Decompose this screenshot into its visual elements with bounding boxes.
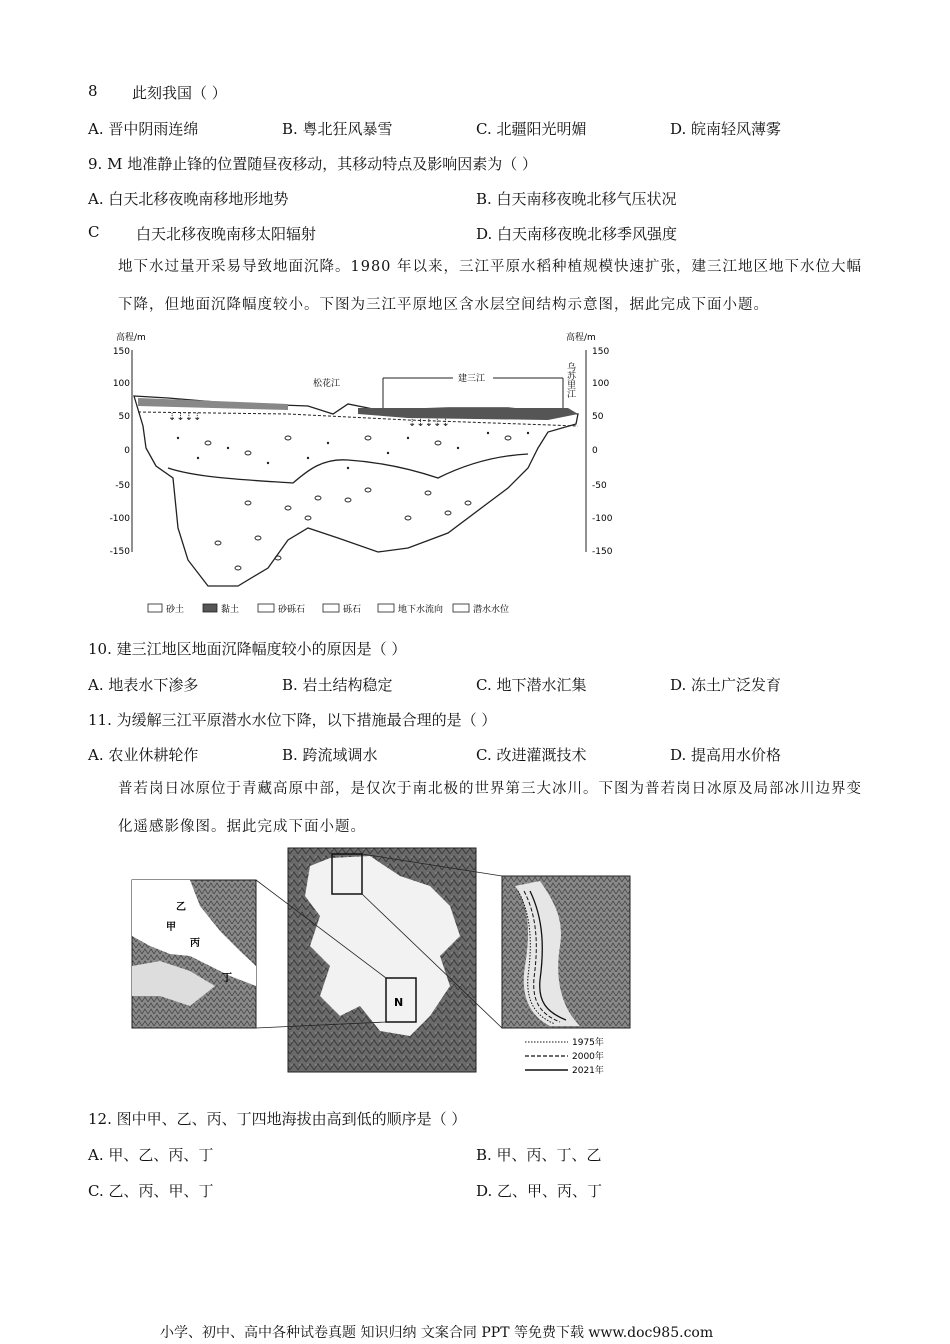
label-jiansanjiang: 建三江 [458, 374, 486, 384]
label-songhua-river: 松花江 [313, 379, 341, 389]
right-tick-0: 0 [592, 446, 598, 456]
legend-gravel: 砾石 [343, 605, 362, 615]
left-tick-neg150: -150 [109, 547, 130, 557]
legend-clay: 黏土 [221, 605, 240, 615]
legend-2000: 2000年 [572, 1052, 604, 1062]
q8-option-d: D. 皖南轻风薄雾 [670, 120, 782, 138]
q9-stem: 9. M 地准静止锋的位置随昼夜移动，其移动特点及影响因素为（ ） [88, 155, 537, 173]
q9-option-c-letter: C [88, 223, 100, 241]
svg-text:⇣⇣⇣⇣: ⇣⇣⇣⇣ [168, 412, 202, 423]
page-footer: 小学、初中、高中各种试卷真题 知识归纳 文案合同 PPT 等免费下载 www.doc985.com [160, 1325, 714, 1341]
right-tick-neg100: -100 [592, 514, 613, 524]
q12-stem: 12. 图中甲、乙、丙、丁四地海拔由高到低的顺序是（ ） [88, 1110, 467, 1128]
right-tick-150: 150 [592, 347, 610, 357]
passage-glacier: 普若岗日冰原位于青藏高原中部，是仅次于南北极的世界第三大冰川。下图为普若岗日冰原及局部冰川边界变化遥感影像图。据此完成下面小题。 [118, 781, 862, 835]
q10-stem: 10. 建三江地区地面沉降幅度较小的原因是（ ） [88, 640, 407, 658]
legend-groundwater-flow: 地下水流向 [398, 605, 444, 615]
left-tick-neg50: -50 [115, 481, 130, 491]
legend-sandy-gravel: 砂砾石 [278, 605, 306, 615]
q8-option-b: B. 粤北狂风暴雪 [282, 120, 393, 138]
passage-groundwater: 地下水过量开采易导致地面沉降。1980 年以来，三江平原水稻种植规模快速扩张，建三江地区地下水位大幅下降，但地面沉降幅度较小。下图为三江平原地区含水层空间结构示意图，据此完成下面小题。 [118, 259, 863, 313]
label-wusuli-river: 乌苏里江 [565, 362, 575, 398]
q8-option-c: C. 北疆阳光明媚 [476, 120, 587, 138]
label-ding: 丁 [222, 973, 232, 984]
q11-option-d: D. 提高用水价格 [670, 746, 782, 764]
q9-option-d: D. 白天南移夜晚北移季风强度 [476, 225, 678, 243]
q10-option-d: D. 冻土广泛发育 [670, 676, 782, 694]
right-tick-neg150: -150 [592, 547, 613, 557]
q11-stem: 11. 为缓解三江平原潜水水位下降，以下措施最合理的是（ ） [88, 711, 497, 729]
left-tick-neg100: -100 [109, 514, 130, 524]
north-arrow: N [394, 996, 404, 1009]
legend-2021: 2021年 [572, 1066, 604, 1076]
left-axis-title: 高程/m [116, 333, 146, 343]
q8-stem: 此刻我国（ ） [132, 84, 227, 102]
right-tick-100: 100 [592, 379, 610, 389]
svg-text:⇣⇣⇣⇣⇣: ⇣⇣⇣⇣⇣ [408, 418, 450, 429]
q8-option-a: A. 晋中阴雨连绵 [88, 120, 199, 138]
right-axis-title: 高程/m [566, 333, 596, 343]
left-tick-100: 100 [112, 379, 130, 389]
q11-option-b: B. 跨流域调水 [282, 746, 378, 764]
left-tick-0: 0 [124, 446, 130, 456]
label-jia: 甲 [166, 922, 176, 933]
q9-option-c-text: 白天北移夜晚南移太阳辐射 [136, 225, 317, 243]
label-yi: 乙 [176, 902, 186, 913]
q12-option-b: B. 甲、丙、丁、乙 [476, 1146, 602, 1164]
q11-option-a: A. 农业休耕轮作 [88, 746, 199, 764]
left-tick-50: 50 [118, 412, 130, 422]
q8-number: 8 [88, 82, 98, 100]
q11-option-c: C. 改进灌溉技术 [476, 746, 587, 764]
legend-sand: 砂土 [166, 605, 185, 615]
glacier-remote-sensing-figure [130, 846, 632, 1076]
q9-option-b: B. 白天南移夜晚北移气压状况 [476, 190, 677, 208]
aquifer-cross-section-figure [108, 328, 613, 624]
right-tick-50: 50 [592, 412, 604, 422]
q12-option-a: A. 甲、乙、丙、丁 [88, 1146, 214, 1164]
q9-option-a: A. 白天北移夜晚南移地形地势 [88, 190, 289, 208]
glacier-legend [525, 1036, 604, 1076]
label-bing: 丙 [190, 938, 200, 949]
legend-water-table: 潜水水位 [473, 605, 510, 615]
q10-option-b: B. 岩土结构稳定 [282, 676, 393, 694]
q10-option-a: A. 地表水下渗多 [88, 676, 199, 694]
q10-option-c: C. 地下潜水汇集 [476, 676, 587, 694]
q12-option-c: C. 乙、丙、甲、丁 [88, 1182, 214, 1200]
right-tick-neg50: -50 [592, 481, 607, 491]
legend-1975: 1975年 [572, 1038, 604, 1048]
q12-option-d: D. 乙、甲、丙、丁 [476, 1182, 603, 1200]
left-tick-150: 150 [112, 347, 130, 357]
